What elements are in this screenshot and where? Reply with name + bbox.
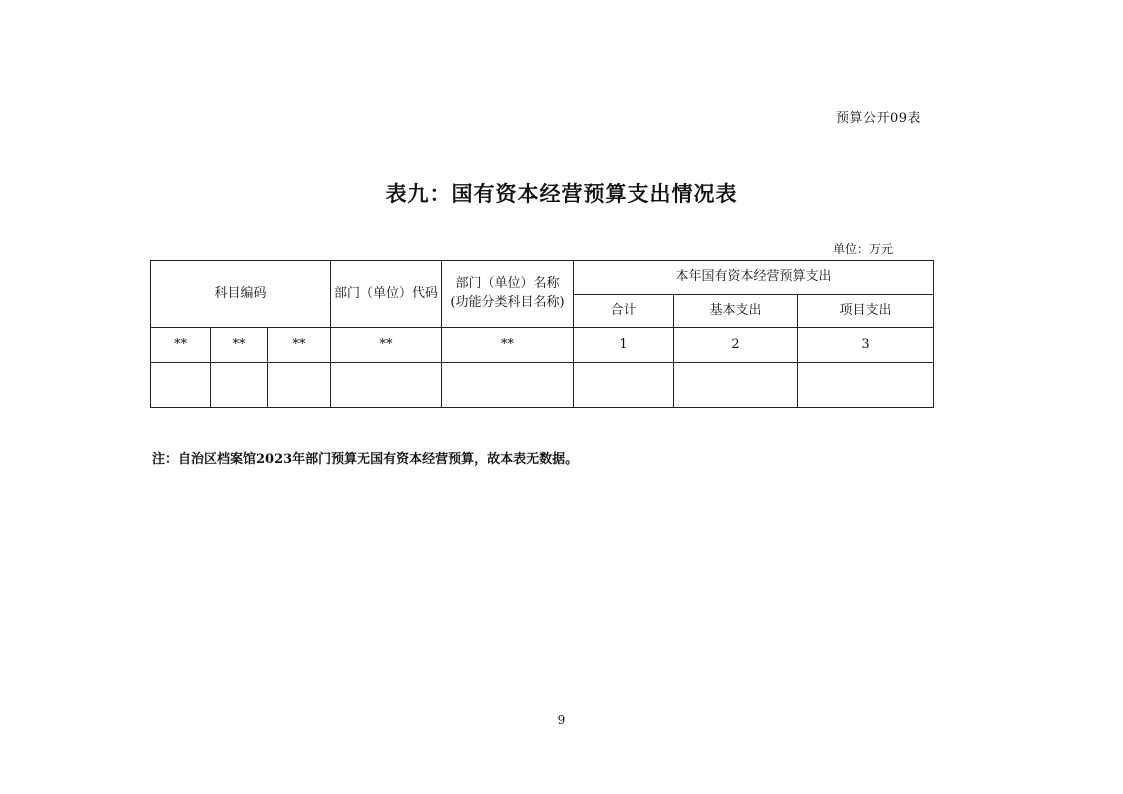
index-cell: 2 [674,328,798,363]
header-dept-name-line2: (功能分类科目名称) [450,295,565,310]
index-cell: 1 [574,328,674,363]
page-title: 表九：国有资本经营预算支出情况表 [385,182,738,206]
header-expenditure-group: 本年国有资本经营预算支出 [574,261,934,295]
data-cell [674,363,798,408]
index-cell: ** [151,328,211,363]
header-basic: 基本支出 [674,295,798,328]
data-cell [798,363,934,408]
data-cell [268,363,331,408]
header-dept-name-line1: 部门（单位）名称 [455,276,560,292]
header-project: 项目支出 [798,295,934,328]
header-row-1 [151,261,934,295]
data-cell [331,363,442,408]
index-cell: ** [268,328,331,363]
data-cell [151,363,211,408]
header-dept-code: 部门（单位）代码 [331,261,442,328]
footnote: 注：自治区档案馆2023年部门预算无国有资本经营预算，故本表无数据。 [152,452,579,467]
data-cell [574,363,674,408]
header-total: 合计 [574,295,674,328]
data-cell [211,363,268,408]
table-row [151,363,934,408]
index-cell: ** [211,328,268,363]
index-row [151,328,934,363]
index-cell: 3 [798,328,934,363]
header-subject-code: 科目编码 [151,261,331,328]
unit-label: 单位：万元 [832,242,893,256]
form-id: 预算公开09表 [835,111,921,126]
page-number: 9 [557,713,566,727]
data-cell [442,363,574,408]
index-cell: ** [331,328,442,363]
budget-table [150,260,934,408]
index-cell: ** [442,328,574,363]
header-dept-name [442,261,574,328]
